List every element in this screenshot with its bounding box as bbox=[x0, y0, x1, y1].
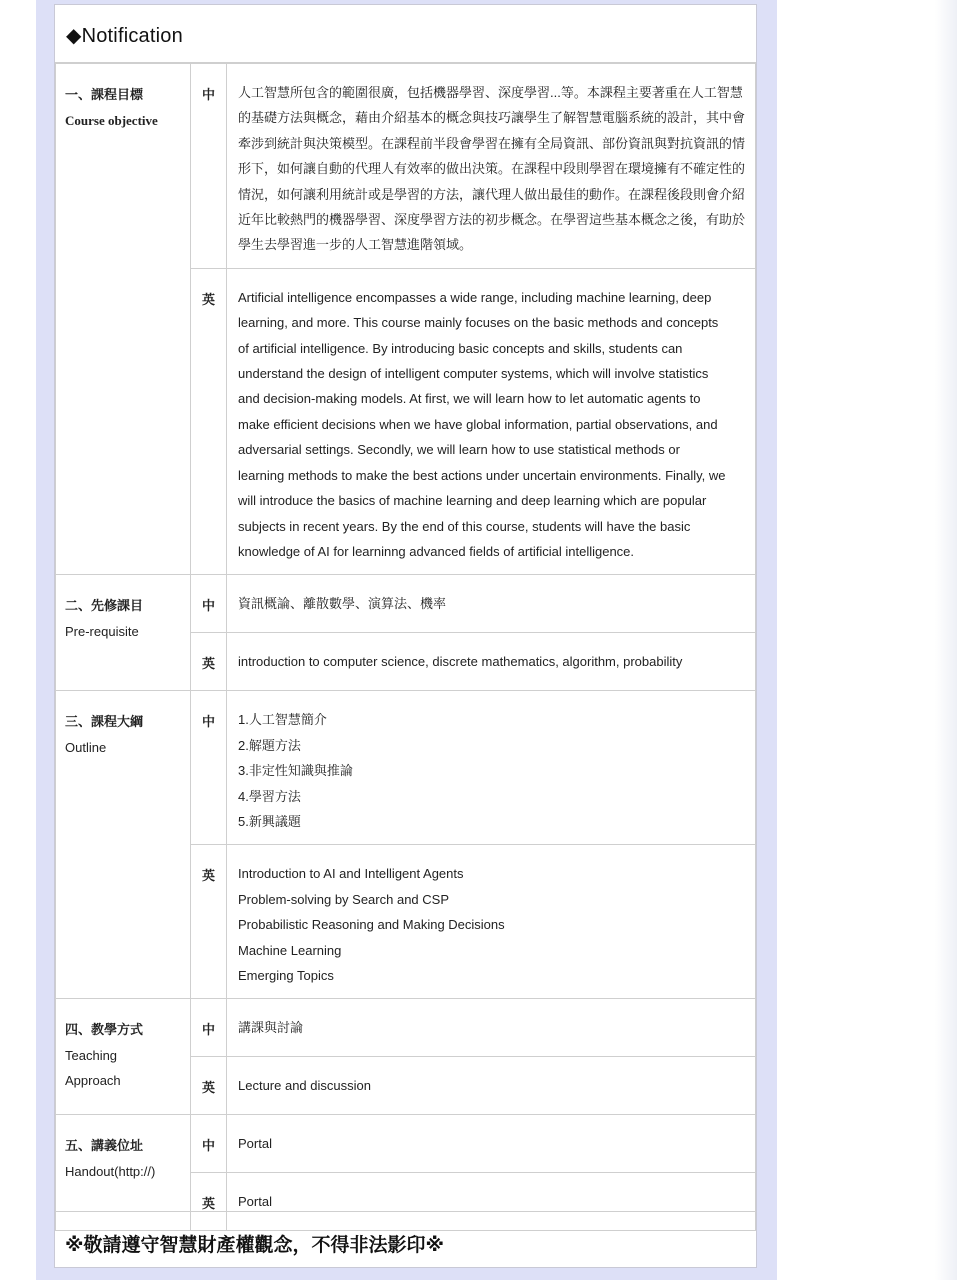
section-label-en: Outline bbox=[65, 739, 107, 755]
text-line: 人工智慧所包含的範圍很廣，包括機器學習、深度學習...等。本課程主要著重在人工智慧 bbox=[238, 85, 743, 100]
table-row bbox=[56, 691, 756, 845]
text-line: introduction to computer science, discrete mathematics, algorithm, probability bbox=[238, 654, 683, 670]
list-item: Emerging Topics bbox=[238, 967, 334, 983]
text-line: and decision-making models. At first, we will learn how to let automatic agents to bbox=[238, 391, 701, 407]
section-label-en: Approach bbox=[65, 1073, 121, 1089]
lang-zh-marker: 中 bbox=[191, 64, 227, 269]
section-label-zh: 五、講義位址 bbox=[65, 1138, 144, 1154]
section-label-objective bbox=[56, 64, 191, 575]
text-line: will introduce the basics of machine learning and deep learning which are popular bbox=[238, 493, 707, 509]
text-line: 形下，如何讓自動的代理人有效率的做出決策。在課程中段則學習在環境擁有不確定性的 bbox=[238, 161, 746, 177]
notification-panel bbox=[54, 4, 757, 1268]
lang-en-marker: 英 bbox=[191, 845, 227, 999]
text-line: learning, and more. This course mainly focuses on the basic methods and concepts bbox=[238, 315, 719, 331]
section-label-en: Pre-requisite bbox=[65, 623, 139, 639]
list-item: 3.非定性知識與推論 bbox=[238, 763, 353, 779]
text-line: 資訊概論、離散數學、演算法、機率 bbox=[238, 596, 447, 612]
list-item: Machine Learning bbox=[238, 942, 342, 958]
prerequisite-en-content bbox=[227, 633, 756, 691]
list-item: Introduction to AI and Intelligent Agents bbox=[238, 866, 464, 882]
text-line: adversarial settings. Secondly, we will learn how to use statistical methods or bbox=[238, 442, 680, 458]
text-line: understand the design of intelligent computer systems, which will involve statistics bbox=[238, 366, 709, 382]
text-line: Portal bbox=[238, 1136, 272, 1152]
section-label-teaching bbox=[56, 999, 191, 1115]
table-row bbox=[56, 999, 756, 1057]
outline-en-content bbox=[227, 845, 756, 999]
prerequisite-zh-content bbox=[227, 575, 756, 633]
lang-zh-marker: 中 bbox=[191, 1115, 227, 1173]
text-line: Artificial intelligence encompasses a wide range, including machine learning, deep bbox=[238, 289, 712, 305]
list-item: 2.解題方法 bbox=[238, 737, 301, 753]
panel-header bbox=[55, 5, 756, 63]
lang-en-marker: 英 bbox=[191, 633, 227, 691]
teaching-en-content bbox=[227, 1057, 756, 1115]
text-line: learning methods to make the best actions under uncertain environments. Finally, we bbox=[238, 467, 726, 483]
text-line: 情況，如何讓利用統計或是學習的方法，讓代理人做出最佳的動作。在課程後段則會介紹 bbox=[238, 186, 746, 202]
course-info-table bbox=[55, 63, 756, 1231]
table-row bbox=[56, 575, 756, 633]
section-label-en: Course objective bbox=[65, 112, 158, 128]
lang-en-marker: 英 bbox=[191, 1057, 227, 1115]
text-line: subjects in recent years. By the end of this course, students will have the basic bbox=[238, 518, 691, 534]
list-item: 4.學習方法 bbox=[238, 788, 301, 804]
text-line: 講課與討論 bbox=[238, 1020, 304, 1036]
handout-zh-content bbox=[227, 1115, 756, 1173]
page-edge bbox=[935, 0, 957, 1280]
outline-zh-content bbox=[227, 691, 756, 845]
text-line: make efficient decisions when we have global information, partial observations, and bbox=[238, 416, 718, 432]
text-line: 的基礎方法與概念，藉由介紹基本的概念與技巧讓學生了解智慧電腦系統的設計，其中會 bbox=[238, 110, 746, 126]
section-label-zh: 一、課程目標 bbox=[65, 87, 144, 102]
text-line: knowledge of AI for learninng advanced fields of artificial intelligence. bbox=[238, 543, 635, 559]
text-line: 近年比較熱門的機器學習、深度學習方法的初步概念。在學習這些基本概念之後，有助於 bbox=[238, 212, 746, 228]
section-label-en: Teaching bbox=[65, 1047, 118, 1063]
table-row bbox=[56, 64, 756, 269]
teaching-zh-content bbox=[227, 999, 756, 1057]
lang-en-marker: 英 bbox=[191, 1173, 227, 1231]
lang-en-marker: 英 bbox=[191, 268, 227, 574]
list-item: 1.人工智慧簡介 bbox=[238, 712, 327, 728]
list-item: 5.新興議題 bbox=[238, 813, 301, 829]
copyright-footer bbox=[55, 1211, 756, 1268]
objective-en-content bbox=[227, 268, 756, 574]
text-line: Portal bbox=[238, 1194, 272, 1210]
copyright-notice: ※敬請遵守智慧財產權觀念，不得非法影印※ bbox=[65, 1235, 444, 1256]
objective-zh-content bbox=[227, 64, 756, 269]
section-label-zh: 三、課程大綱 bbox=[65, 714, 144, 730]
text-line: 牽涉到統計與決策模型。在課程前半段會學習在擁有全局資訊、部份資訊與對抗資訊的情 bbox=[238, 135, 746, 151]
section-label-prerequisite bbox=[56, 575, 191, 691]
text-line: 學生去學習進一步的人工智慧進階領域。 bbox=[238, 237, 473, 253]
table-row bbox=[56, 1115, 756, 1173]
section-label-zh: 四、教學方式 bbox=[65, 1022, 144, 1038]
section-label-outline bbox=[56, 691, 191, 999]
section-label-en: Handout(http://) bbox=[65, 1163, 156, 1179]
lang-zh-marker: 中 bbox=[191, 575, 227, 633]
lang-zh-marker: 中 bbox=[191, 691, 227, 845]
text-line: Lecture and discussion bbox=[238, 1078, 371, 1094]
list-item: Probabilistic Reasoning and Making Decisions bbox=[238, 917, 505, 933]
page-frame bbox=[36, 0, 777, 1280]
lang-zh-marker: 中 bbox=[191, 999, 227, 1057]
text-line: of artificial intelligence. By introducing basic concepts and skills, students can bbox=[238, 340, 683, 356]
list-item: Problem-solving by Search and CSP bbox=[238, 891, 449, 907]
section-label-zh: 二、先修課目 bbox=[65, 598, 144, 614]
panel-title: ◆Notification bbox=[66, 25, 183, 47]
